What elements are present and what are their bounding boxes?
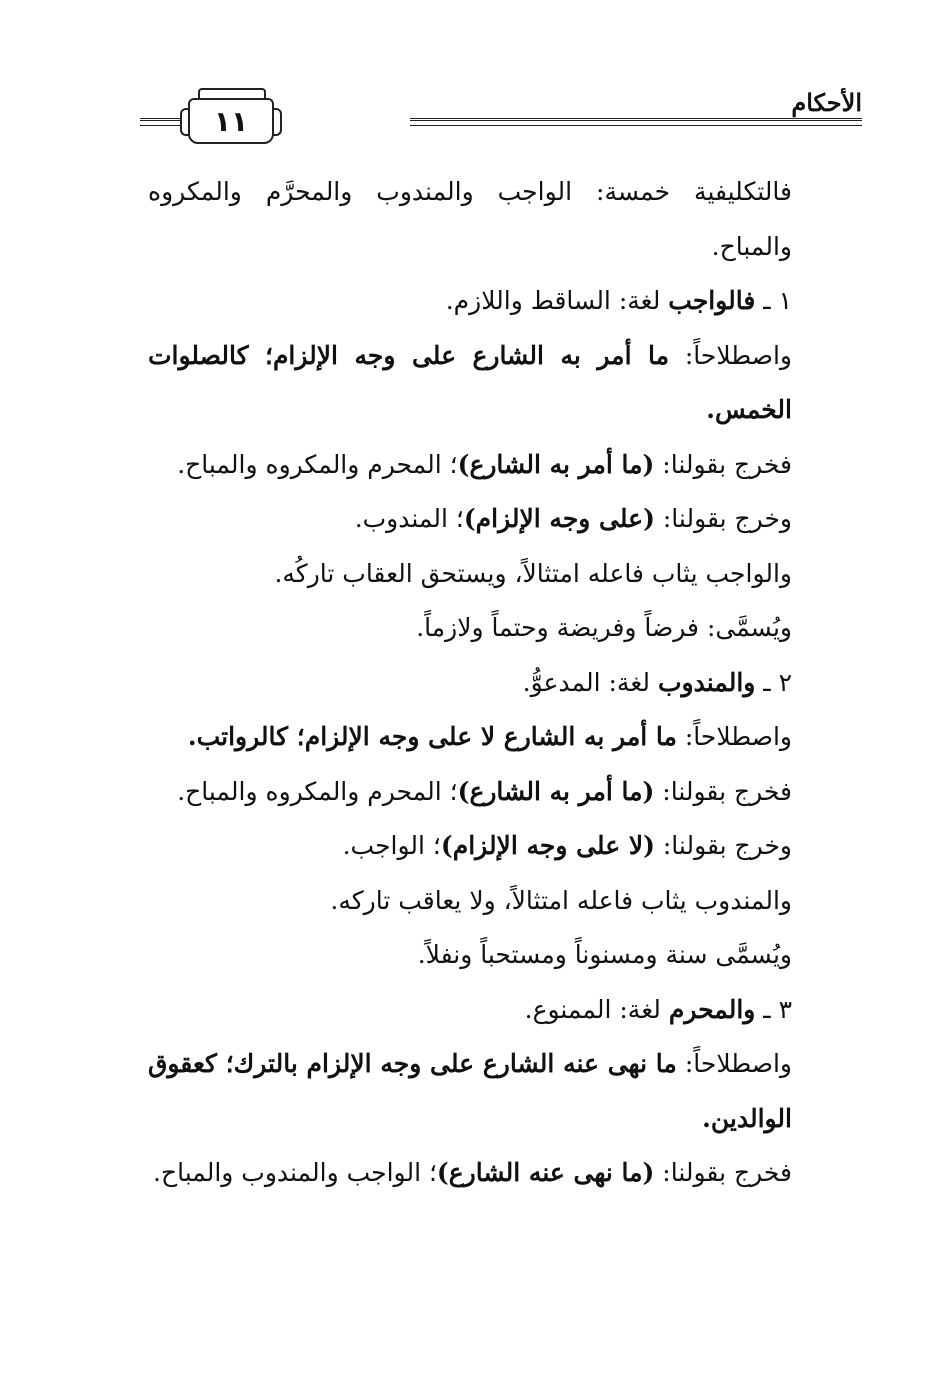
page-header — [140, 78, 862, 150]
running-title: الأحكام — [791, 88, 862, 117]
paragraph-rest: ؛ المندوب. — [354, 504, 464, 533]
paragraph-rest: لغة: الساقط واللازم. — [445, 286, 669, 315]
paragraph-prefix: وخرج بقولنا: — [654, 831, 792, 860]
paragraph: والواجب يثاب فاعله امتثالاً، ويستحق العقاب تاركُه. — [274, 558, 792, 588]
paragraph-prefix: وخرج بقولنا: — [654, 504, 792, 533]
paragraph-bold-term: والمندوب — [657, 667, 756, 697]
paragraph-prefix: واصطلاحاً: — [669, 340, 792, 370]
paragraph-prefix: ١ ـ — [755, 286, 792, 315]
paragraph-bold-term: فالواجب — [668, 286, 756, 315]
paragraph-rest: ؛ المحرم والمكروه والمباح. — [177, 449, 458, 479]
paragraph-bold-term: (لا على وجه الإلزام) — [440, 831, 655, 860]
paragraph-bold-term: والمحرم — [668, 994, 756, 1024]
body-text — [148, 165, 862, 1201]
paragraph: ويُسمَّى: فرضاً وفريضة وحتماً ولازماً. — [416, 613, 792, 642]
paragraph — [148, 438, 862, 493]
paragraph-rest: ؛ الواجب والمندوب والمباح. — [153, 1158, 437, 1187]
paragraph-bold-term: (ما أمر به الشارع) — [457, 776, 655, 806]
paragraph — [148, 983, 862, 1038]
paragraph — [148, 274, 862, 329]
paragraph-prefix: واصطلاحاً: — [676, 722, 792, 751]
paragraph — [148, 819, 862, 874]
paragraph — [148, 1146, 862, 1201]
paragraph-bold-term: ما أمر به الشارع على وجه الإلزام؛ كالصلوات الخمس. — [148, 340, 792, 424]
paragraph — [148, 765, 862, 820]
page-number: ١١ — [188, 98, 274, 144]
paragraph: والمندوب يثاب فاعله امتثالاً، ولا يعاقب تاركه. — [330, 885, 792, 915]
paragraph-bold-term: (على وجه الإلزام) — [463, 504, 655, 533]
paragraph-prefix: فخرج بقولنا: — [654, 1158, 792, 1187]
paragraph-rest: لغة: المدعوُّ. — [522, 667, 658, 697]
paragraph-rest: ؛ الواجب. — [342, 831, 441, 860]
header-rule-left — [140, 118, 180, 126]
paragraph-prefix: فخرج بقولنا: — [654, 449, 792, 479]
paragraph-bold-term: (ما أمر به الشارع) — [457, 449, 655, 479]
paragraph-bold-term: (ما نهى عنه الشارع) — [436, 1158, 655, 1187]
paragraph — [148, 656, 862, 711]
paragraph — [148, 710, 862, 765]
paragraph-prefix: ٣ ـ — [755, 994, 792, 1024]
paragraph-rest: ؛ المحرم والمكروه والمباح. — [177, 776, 458, 806]
paragraph-bold-term: ما نهى عنه الشارع على وجه الإلزام بالترك؛ كعقوق الوالدين. — [148, 1049, 792, 1133]
paragraph-rest: لغة: الممنوع. — [524, 994, 669, 1024]
header-rule-right — [410, 118, 862, 126]
paragraph-prefix: ٢ ـ — [755, 667, 792, 697]
paragraph: ويُسمَّى سنة ومسنوناً ومستحباً ونفلاً. — [417, 940, 792, 969]
paragraph: فالتكليفية خمسة: الواجب والمندوب والمحرَّم والمكروه والمباح. — [148, 177, 792, 261]
paragraph-bold-term: ما أمر به الشارع لا على وجه الإلزام؛ كالرواتب. — [187, 722, 677, 751]
paragraph-prefix: فخرج بقولنا: — [654, 776, 792, 806]
paragraph — [148, 1037, 862, 1146]
paragraph — [148, 492, 862, 547]
paragraph — [148, 329, 862, 438]
paragraph-prefix: واصطلاحاً: — [676, 1049, 792, 1078]
